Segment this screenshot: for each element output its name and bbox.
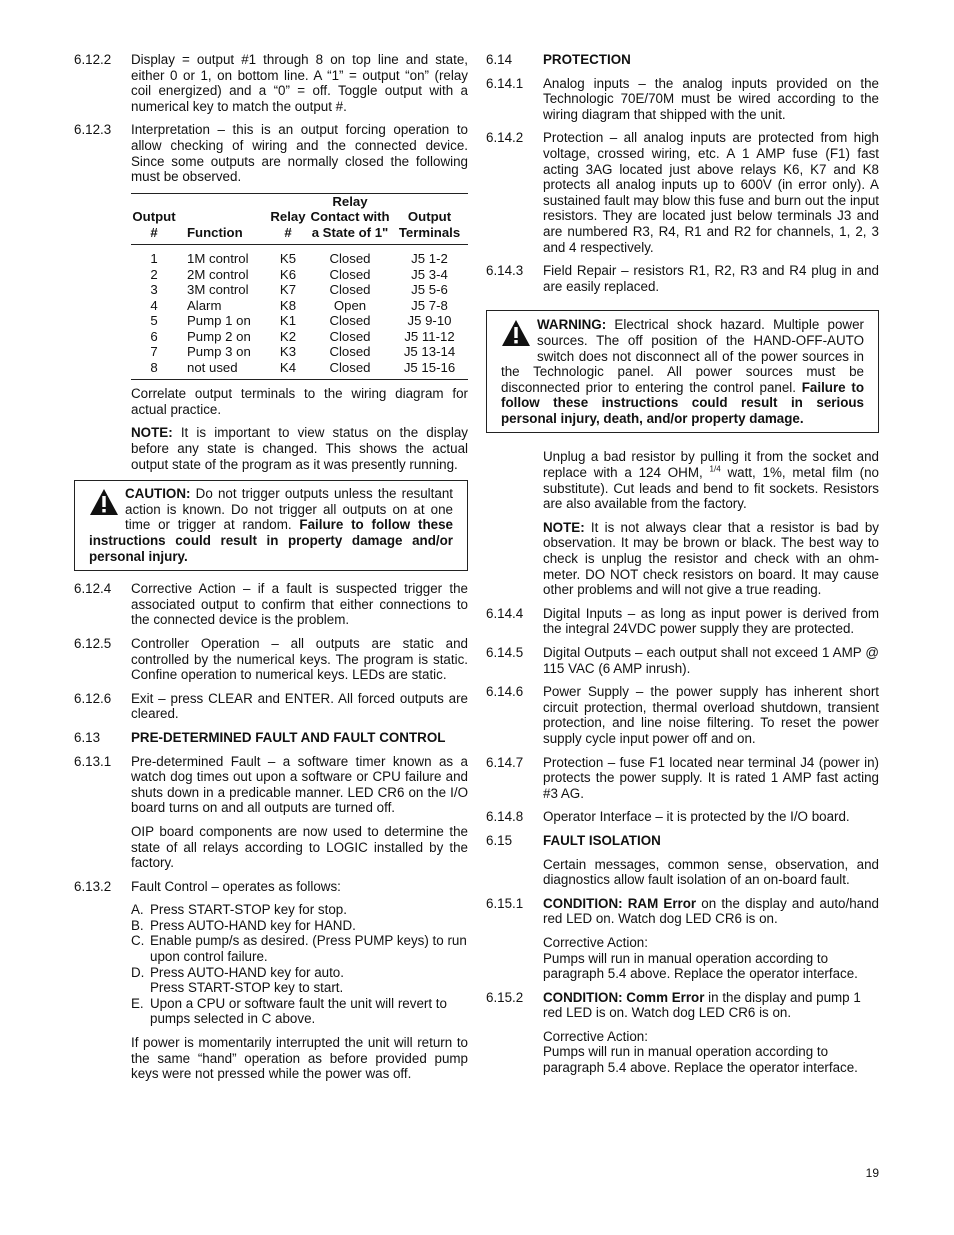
cell-relay: K8 bbox=[279, 297, 297, 313]
section-6-14-7 bbox=[486, 755, 879, 802]
cell-contact-state: Closed bbox=[329, 282, 371, 298]
section-text: Analog inputs – the analog inputs provided on the Technologic 70E/70M must be wired according to the wiring diagram that shipped with the unit. bbox=[543, 75, 879, 122]
list-text: Upon a CPU or software fault the unit will revert to pumps selected in C above. bbox=[150, 995, 447, 1027]
section-number: 6.15.2 bbox=[486, 989, 524, 1005]
section-text: Power Supply – the power supply has inherent short circuit protection, thermal overload shutdown, transient protection, and line noise filtering. To reset the power supply cycle input power off and on. bbox=[543, 684, 879, 746]
warning-triangle-icon bbox=[89, 488, 119, 518]
cell-function: not used bbox=[177, 360, 267, 380]
section-text bbox=[543, 896, 879, 927]
list-text: Press START-STOP key for stop. bbox=[150, 902, 347, 918]
page-number: 19 bbox=[865, 1166, 879, 1180]
cell-function: Pump 3 on bbox=[187, 344, 251, 360]
cell-terminals: J5 7-8 bbox=[411, 297, 448, 313]
caution-label: CAUTION: bbox=[125, 486, 191, 502]
cell-terminals: J5 3-4 bbox=[411, 266, 448, 282]
cell-function: Pump 1 on bbox=[187, 313, 251, 329]
cell-output: 7 bbox=[150, 344, 158, 360]
cell-relay: K1 bbox=[279, 313, 297, 329]
unplug-paragraph bbox=[543, 449, 879, 511]
table-row bbox=[131, 245, 468, 267]
cell-contact-state: Closed bbox=[329, 251, 371, 267]
section-number: 6.14.6 bbox=[486, 684, 524, 700]
left-column bbox=[74, 52, 468, 1090]
unplug-text-a: Unplug a bad resistor by pulling it from the socket and replace with a 124 OHM, bbox=[543, 449, 879, 481]
table-row bbox=[131, 313, 468, 329]
section-text: Pre-determined Fault – a software timer known as a watch dog times out upon a software or CPU failure and shuts down in a predicable manner. LED CR6 on the I/O board turns on and all outputs are turned off. bbox=[131, 753, 468, 816]
cell-contact-state: Closed bbox=[329, 313, 371, 329]
unplug-text-b: watt, 1%, metal film (no substitute). Cut leads and bend to fit sockets. Resistors are also available from the factory. bbox=[543, 465, 879, 512]
cell-output: 6 bbox=[150, 328, 158, 344]
output-relay-table bbox=[131, 193, 468, 381]
corrective-action-2 bbox=[543, 1029, 879, 1076]
cell-function: Pump 2 on bbox=[187, 328, 251, 344]
section-number: 6.12.6 bbox=[74, 690, 112, 706]
section-6-14-8 bbox=[486, 809, 879, 825]
section-number: 6.14.1 bbox=[486, 75, 524, 91]
section-number: 6.14.3 bbox=[486, 263, 524, 279]
cell-function: 3M control bbox=[187, 282, 249, 298]
section-heading: PROTECTION bbox=[543, 52, 631, 67]
list-text-line: Press START-STOP key to start. bbox=[150, 980, 344, 996]
section-text: Digital Inputs – as long as input power is derived from the integral 24VDC power supply they are protected. bbox=[543, 605, 879, 637]
section-6-12-6 bbox=[74, 691, 468, 722]
fault-isolation-text: Certain messages, common sense, observation, and diagnostics allow fault isolation of an on-board fault. bbox=[543, 856, 879, 888]
header-terminals: Output Terminals bbox=[391, 193, 468, 245]
list-text bbox=[150, 965, 468, 996]
note-label: NOTE: bbox=[543, 519, 585, 535]
cell-relay: K3 bbox=[279, 344, 297, 360]
list-letter: B. bbox=[131, 917, 144, 933]
cell-terminals: J5 9-10 bbox=[407, 313, 452, 329]
cell-output: 2 bbox=[150, 266, 158, 282]
section-number: 6.12.3 bbox=[74, 122, 112, 138]
cell-function: 1M control bbox=[187, 251, 249, 267]
section-heading: PRE-DETERMINED FAULT AND FAULT CONTROL bbox=[131, 729, 446, 745]
header-function: Function bbox=[177, 193, 267, 245]
section-6-15-2 bbox=[486, 990, 879, 1021]
list-letter: C. bbox=[131, 933, 145, 949]
section-6-12-3 bbox=[74, 122, 468, 184]
cell-contact-state: Open bbox=[333, 297, 367, 313]
section-6-12-5 bbox=[74, 636, 468, 683]
cell-function: 2M control bbox=[187, 266, 249, 282]
cell-terminals: J5 11-12 bbox=[404, 328, 455, 344]
warning-label: WARNING: bbox=[537, 317, 607, 333]
fault-control-steps bbox=[131, 902, 468, 1027]
table-row bbox=[131, 360, 468, 380]
section-text: Protection – fuse F1 located near terminal J4 (power in) protects the power supply. It is rated 1 AMP fast acting #3 AG. bbox=[543, 754, 879, 801]
cell-relay: K5 bbox=[279, 251, 297, 267]
section-number: 6.13 bbox=[74, 729, 101, 745]
note-text: It is important to view status on the display before any state is changed. This shows the actual output state of the program as it was presently running. bbox=[131, 425, 468, 472]
section-text: Interpretation – this is an output forcing operation to allow checking of wiring and the connected device. Since some outputs are normally closed the following must be observed. bbox=[131, 122, 468, 185]
section-6-13-1 bbox=[74, 754, 468, 816]
list-letter: A. bbox=[131, 902, 144, 918]
section-6-14-2 bbox=[486, 130, 879, 255]
section-6-14-5 bbox=[486, 645, 879, 676]
list-item bbox=[131, 933, 468, 964]
section-6-14-4 bbox=[486, 606, 879, 637]
list-item bbox=[131, 996, 468, 1027]
section-text: Exit – press CLEAR and ENTER. All forced outputs are cleared. bbox=[131, 690, 468, 722]
section-number: 6.12.5 bbox=[74, 635, 112, 651]
section-6-13-heading bbox=[74, 730, 468, 746]
list-text-line: Press AUTO-HAND key for auto. bbox=[150, 964, 344, 980]
cell-output: 1 bbox=[150, 251, 158, 267]
section-number: 6.15.1 bbox=[486, 895, 524, 911]
table-row bbox=[131, 282, 468, 298]
table-header-row bbox=[131, 193, 468, 245]
section-6-13-2 bbox=[74, 879, 468, 895]
section-6-12-4 bbox=[74, 581, 468, 628]
list-text: Enable pump/s as desired. (Press PUMP keys) to run upon control failure. bbox=[150, 933, 467, 965]
section-text bbox=[543, 990, 879, 1021]
cell-output: 3 bbox=[150, 282, 158, 298]
list-item bbox=[131, 965, 468, 996]
oip-paragraph: OIP board components are now used to determine the state of all relays according to LOGIC installed by the factory. bbox=[131, 823, 468, 871]
section-6-14-1 bbox=[486, 76, 879, 123]
cell-output: 4 bbox=[150, 297, 158, 313]
table-row bbox=[131, 344, 468, 360]
corrective-action-label: Corrective Action: bbox=[543, 934, 648, 950]
section-number: 6.14.8 bbox=[486, 809, 524, 825]
section-number: 6.14.2 bbox=[486, 130, 524, 146]
section-6-14-heading bbox=[486, 52, 879, 68]
section-text: Protection – all analog inputs are protected from high voltage, crossed wiring, etc. A 1 AMP fuse (F1) fast acting 3AG located just above relays K6, K7 and K8 protects all analog inputs up to 600V (in error only). A sustained fault may blow this fuse and burn out the input resistors. They are located just below terminals J3 and are numbered R3, R4, R1 and R2 for channels, 1, 2, 3 and 4 respectively. bbox=[543, 130, 879, 255]
section-text: Operator Interface – it is protected by the I/O board. bbox=[543, 809, 850, 825]
caution-box bbox=[74, 480, 468, 571]
cell-contact-state: Closed bbox=[329, 344, 371, 360]
cell-relay: K7 bbox=[279, 282, 297, 298]
corrective-action-text: Pumps will run in manual operation according to paragraph 5.4 above. Replace the operator interface. bbox=[543, 1044, 858, 1076]
section-text: Fault Control – operates as follows: bbox=[131, 878, 341, 894]
section-6-14-6 bbox=[486, 684, 879, 746]
table-row bbox=[131, 298, 468, 314]
warning-triangle-icon bbox=[501, 319, 531, 349]
warning-bold-text: Failure to follow these instructions could result in serious personal injury, death, and/or property damage. bbox=[501, 379, 865, 426]
corrective-action-label: Corrective Action: bbox=[543, 1028, 648, 1044]
section-text: Field Repair – resistors R1, R2, R3 and R4 plug in and are easily replaced. bbox=[543, 263, 879, 294]
section-text: Display = output #1 through 8 on top line and state, either 0 or 1, on bottom line. A “1” = output “on” (relay coil energized) and a “0” = off. Toggle output with a numerical key to match the output #. bbox=[131, 52, 468, 114]
warning-text: Electrical shock hazard. Multiple power sources. The off position of the HAND-OFF-AUTO switch does not disconnect all of the power sources in the Technologic panel. All power sources must be disconnected prior to entering the control panel. bbox=[501, 317, 864, 395]
section-number: 6.12.4 bbox=[74, 581, 112, 597]
section-number: 6.14 bbox=[486, 52, 513, 67]
cell-terminals: J5 15-16 bbox=[391, 360, 468, 380]
cell-contact-state: Closed bbox=[309, 360, 391, 380]
cell-terminals: J5 1-2 bbox=[411, 251, 448, 267]
cell-function: Alarm bbox=[187, 297, 222, 313]
condition-text: in the display and pump 1 red LED is on. Watch dog LED CR6 is on. bbox=[543, 989, 861, 1021]
section-number: 6.15 bbox=[486, 832, 513, 848]
section-6-15-1 bbox=[486, 896, 879, 927]
section-text: Digital Outputs – each output shall not exceed 1 AMP @ 115 VAC (6 AMP inrush). bbox=[543, 645, 879, 676]
condition-label: CONDITION: RAM Error bbox=[543, 895, 697, 911]
section-text: Corrective Action – if a fault is suspected trigger the associated output to confirm that either connections to the connected device is the problem. bbox=[131, 581, 468, 628]
corrective-action-1 bbox=[543, 935, 879, 982]
cell-contact-state: Closed bbox=[329, 266, 371, 282]
cell-output: 8 bbox=[131, 360, 177, 380]
list-letter: E. bbox=[131, 995, 144, 1011]
correlate-text: Correlate output terminals to the wiring diagram for actual practice. bbox=[131, 386, 468, 417]
header-contact-state: Relay Contact with a State of 1" bbox=[309, 193, 391, 245]
condition-text: on the display and auto/hand red LED on. Watch dog LED CR6 is on. bbox=[543, 895, 879, 927]
condition-label: CONDITION: Comm Error bbox=[543, 989, 705, 1005]
header-output: Output # bbox=[131, 193, 177, 245]
section-text: Controller Operation – all outputs are static and controlled by the numerical keys. The program is static. Confine operation to numerical keys. LEDs are static. bbox=[131, 635, 468, 683]
header-relay: Relay # bbox=[267, 193, 309, 245]
list-text: Press AUTO-HAND key for HAND. bbox=[150, 917, 356, 933]
cell-relay: K4 bbox=[267, 360, 309, 380]
section-number: 6.13.2 bbox=[74, 878, 112, 894]
list-letter: D. bbox=[131, 964, 145, 980]
list-item bbox=[131, 902, 468, 918]
warning-box bbox=[486, 310, 879, 433]
section-number: 6.13.1 bbox=[74, 753, 112, 769]
section-number: 6.14.7 bbox=[486, 754, 524, 770]
cell-relay: K2 bbox=[279, 328, 297, 344]
section-heading: FAULT ISOLATION bbox=[543, 832, 661, 848]
fraction-text: 1/4 bbox=[709, 464, 721, 474]
cell-terminals: J5 13-14 bbox=[403, 344, 456, 360]
caution-bold-text: Failure to follow these instructions could result in property damage and/or personal injury. bbox=[89, 517, 453, 564]
section-6-15-heading bbox=[486, 833, 879, 849]
corrective-action-text: Pumps will run in manual operation according to paragraph 5.4 above. Replace the operator interface. bbox=[543, 950, 858, 982]
table-row bbox=[131, 329, 468, 345]
note-paragraph bbox=[543, 520, 879, 598]
cell-relay: K6 bbox=[279, 266, 297, 282]
power-interrupt-paragraph: If power is momentarily interrupted the unit will return to the same “hand” operation as before provided pump keys were not pressed while the power was off. bbox=[131, 1035, 468, 1082]
note-text: It is not always clear that a resistor is bad by observation. It may be brown or black. The best way to check is unplug the resistor and check with an ohm-meter. DO NOT check resistors on board. It may cause other problems and will not give a true reading. bbox=[543, 519, 879, 598]
cell-contact-state: Closed bbox=[329, 328, 371, 344]
caution-text: Do not trigger outputs unless the resultant action is known. Do not trigger all outputs on at one time or trigger at random. bbox=[125, 486, 453, 533]
table-row bbox=[131, 267, 468, 283]
cell-terminals: J5 5-6 bbox=[411, 282, 448, 298]
section-6-12-2 bbox=[74, 52, 468, 114]
section-6-14-3 bbox=[486, 263, 879, 294]
section-number: 6.12.2 bbox=[74, 52, 112, 67]
section-number: 6.14.4 bbox=[486, 605, 524, 621]
list-item bbox=[131, 918, 468, 934]
right-column bbox=[486, 52, 879, 1084]
section-number: 6.14.5 bbox=[486, 645, 524, 660]
cell-output: 5 bbox=[150, 313, 158, 329]
note-paragraph bbox=[131, 425, 468, 472]
note-label: NOTE: bbox=[131, 425, 173, 441]
